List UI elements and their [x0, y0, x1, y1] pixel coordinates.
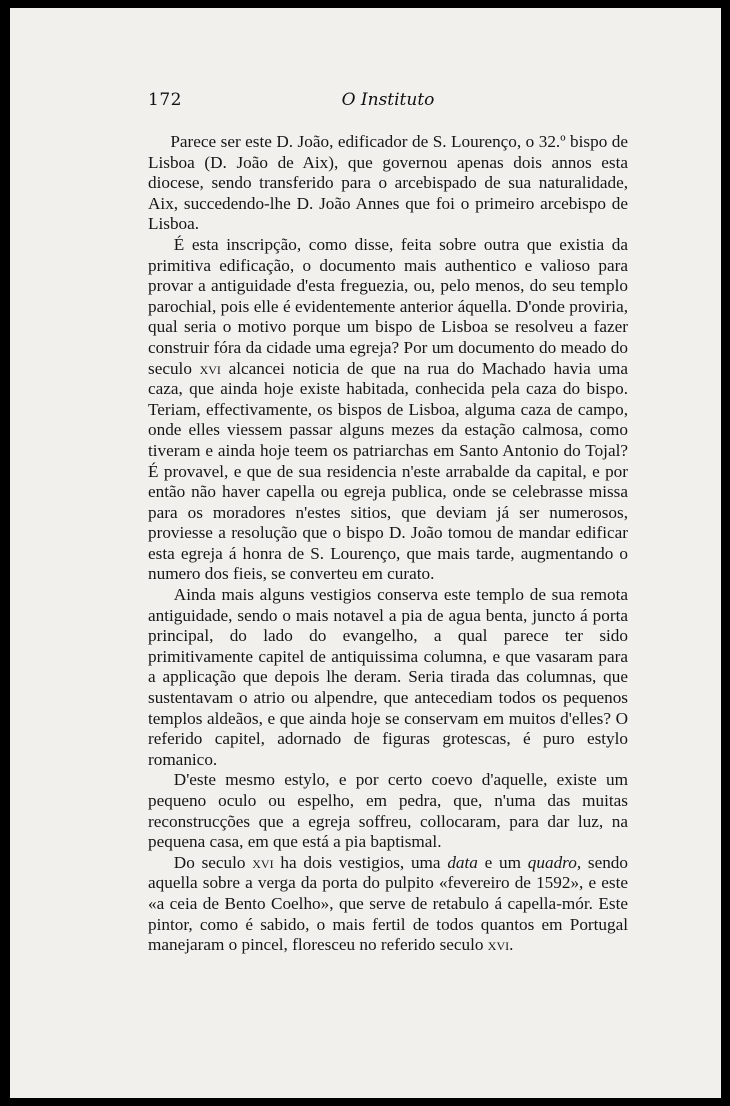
paragraph-3 — [148, 585, 628, 770]
page-number: 172 — [148, 90, 182, 110]
text-segment: É esta inscripção, como disse, feita sobre outra que existia da primitiva edificação, o documento mais authentico e valioso para provar a antiguidade d'esta freguezia, ou, pelo menos, do seu templo parochial, pois elle é evidentemente anterior áquella. D'onde proviria, qual seria o motivo porque um bispo de Lisboa se resolveu a fazer construir fóra da cidade uma egreja? Por um documento do meado do seculo — [148, 234, 628, 378]
paragraph-4 — [148, 770, 628, 852]
book-page — [10, 8, 721, 1098]
text-segment: D'este mesmo estylo, e por certo coevo d'aquelle, existe um pequeno oculo ou espelho, em pedra, que, n'uma das muitas reconstrucções que a egreja soffreu, collocaram, para dar luz, na pequena casa, em que está a pia baptismal. — [148, 770, 628, 852]
text-segment: Do seculo — [173, 852, 253, 872]
text-segment: xvi — [252, 852, 274, 872]
paragraph-1 — [148, 132, 628, 235]
text-segment: e um — [477, 852, 528, 872]
text-segment: xvi. — [487, 935, 514, 955]
text-segment: ha dois vestigios, uma — [273, 852, 448, 872]
text-segment: alcancei noticia de que na rua do Machado havia uma caza, que ainda hoje existe habitada, conhecida pela caza do bispo. Teriam, effectivamente, os bispos de Lisboa, alguma caza de campo, onde elles viessem passar alguns mezes da estação calmosa, como tiveram e ainda hoje teem os patriarchas em Santo Antonio do Tojal? É provavel, e que de sua residencia n'este arrabalde da capital, e por então não haver capella ou egreja publica, onde se celebrasse missa para os moradores n'estes sitios, que deviam já ser numerosos, proviesse a resolução que o bispo D. João tomou de mandar edificar esta egreja á honra de S. Lourenço, que mais tarde, augmentando o numero dos fieis, se converteu em curato. — [148, 358, 628, 584]
page-header — [148, 84, 628, 110]
text-segment: xvi — [199, 358, 221, 378]
text-segment: Parece ser este D. João, edificador de S. Lourenço, o 32.º bispo de Lisboa (D. João de Aix), que governou apenas dois annos esta diocese, sendo transferido para o arcebispado de sua naturalidade, Aix, succedendo-lhe D. João Annes que foi o primeiro arcebispo de Lisboa. — [148, 132, 628, 234]
body-text — [148, 132, 628, 956]
running-title: O Instituto — [341, 90, 435, 110]
text-segment: data — [447, 852, 478, 872]
paragraph-5 — [148, 853, 628, 956]
text-segment: sendo aquella sobre a verga da porta do pulpito «fevereiro de 1592», e este «a ceia de Bento Coelho», que serve de retabulo á capella-mór. Este pintor, como é sabido, o mais fertil de todos quantos em Portugal manejaram o pincel, floresceu no referido seculo — [148, 852, 628, 955]
paragraph-2 — [148, 235, 628, 585]
text-segment: quadro, — [527, 852, 582, 872]
text-segment: Ainda mais alguns vestigios conserva este templo de sua remota antiguidade, sendo o mais notavel a pia de agua benta, juncto á porta principal, do lado do evangelho, a qual parece ter sido primitivamente capitel de antiquissima columna, e que vasaram para a applicação que depois lhe deram. Seria tirada das columnas, que sustentavam o atrio ou alpendre, que antecediam todos os pequenos templos aldeãos, e que ainda hoje se conservam em muitos d'elles? O referido capitel, adornado de figuras grotescas, é puro estylo romanico. — [148, 585, 628, 769]
